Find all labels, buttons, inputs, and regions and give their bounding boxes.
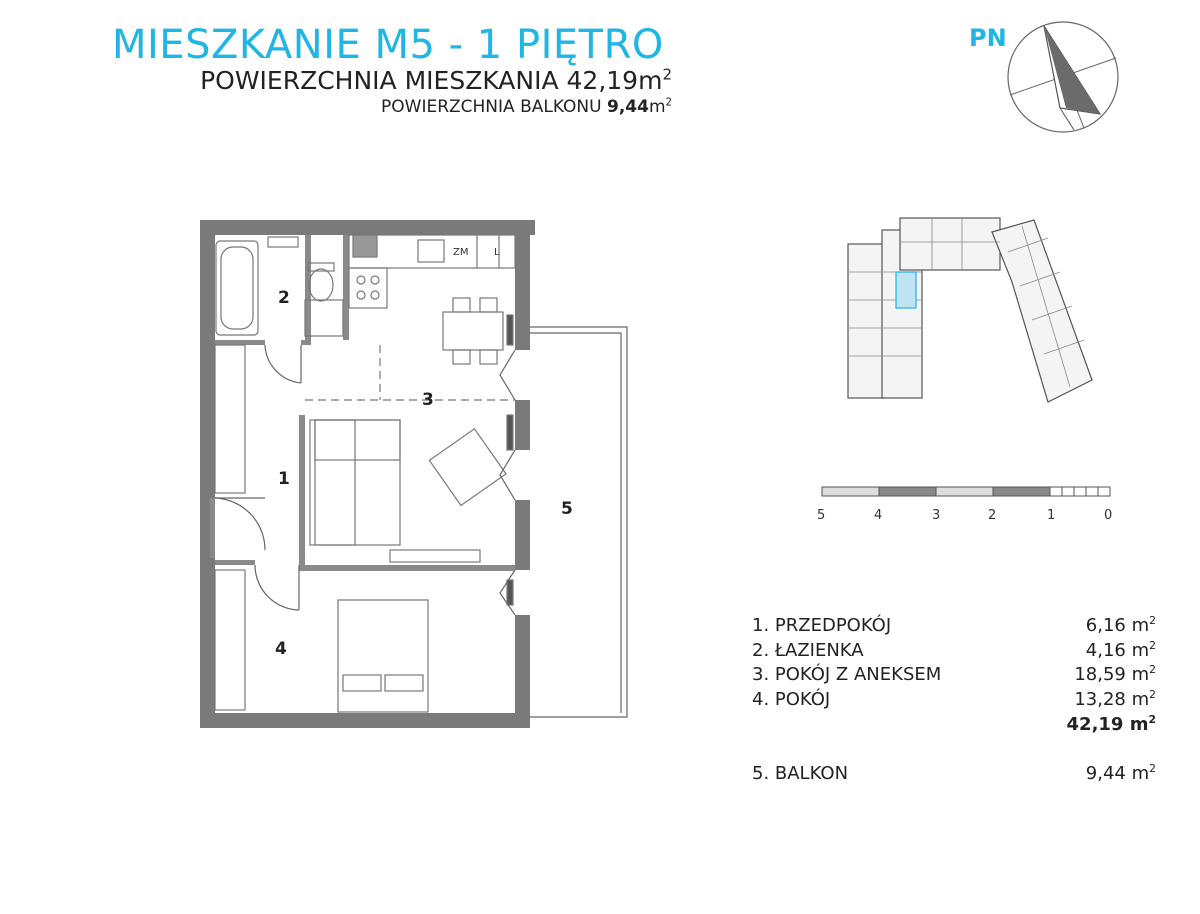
balcony-row [752, 762, 1156, 787]
scale-tick: 0 [1104, 508, 1113, 523]
balcony-area-unit: m [648, 97, 666, 117]
balcony-name: 5. BALKON [752, 763, 849, 784]
room-area-value: 13,28 $m^2$ [1074, 687, 1156, 710]
compass-label: PN [969, 24, 1007, 52]
apartment-area-unit: m [638, 66, 663, 95]
room-label-2: 2 [278, 288, 290, 308]
room-row [752, 688, 1156, 713]
room-area-value: 18,59 $m^2$ [1074, 663, 1156, 685]
balcony-area-label: POWIERZCHNIA BALKONU [381, 97, 602, 117]
balcony-area-value: 9,44 $m^2$ [1085, 762, 1156, 784]
total-area: 42,19 $m^2$ [1066, 713, 1156, 735]
pantry-label: L [494, 247, 500, 258]
balcony-area [381, 97, 672, 117]
room-area-list [752, 614, 1156, 787]
scale-tick: 1 [1047, 508, 1056, 523]
scale-tick: 4 [874, 508, 883, 523]
room-label-5: 5 [561, 499, 573, 519]
floor-plan [195, 215, 635, 735]
scale-tick: 3 [932, 508, 941, 523]
balcony-area-value: 9,44 [607, 97, 649, 117]
bathroom-fixtures [216, 235, 377, 336]
scale-bar [812, 480, 1122, 524]
balcony-area-exp: 2 [665, 97, 672, 109]
room-name: 3. POKÓJ Z ANEKSEM [752, 664, 942, 685]
scale-tick: 5 [817, 508, 826, 523]
balcony [530, 327, 627, 717]
page-title: MIESZKANIE M5 - 1 PIĘTRO [112, 22, 664, 68]
room-area-value: 4,16 $m^2$ [1085, 638, 1156, 661]
fridge-label: ZM [453, 247, 469, 258]
room-row [752, 663, 1156, 688]
room-name: 2. ŁAZIENKA [752, 639, 864, 661]
room-row [752, 639, 1156, 664]
apartment-area-text: POWIERZCHNIA MIESZKANIA 42,19 [200, 66, 639, 95]
room-name: 1. PRZEDPOKÓJ [752, 615, 892, 636]
apartment-area-exp: 2 [662, 65, 672, 84]
room-label-1: 1 [278, 469, 290, 489]
room-row [752, 614, 1156, 639]
outer-walls [200, 220, 535, 728]
room-label-4: 4 [275, 639, 287, 659]
apartment-area [200, 66, 672, 95]
room-area-value: 6,16 $m^2$ [1085, 614, 1156, 636]
building-key-plan [842, 212, 1112, 412]
room-name: 4. POKÓJ [752, 688, 831, 710]
apartment-highlight [896, 272, 916, 308]
room-label-3: 3 [422, 390, 434, 410]
compass-icon [1004, 18, 1124, 136]
scale-tick: 2 [988, 508, 997, 523]
doors [215, 345, 515, 615]
